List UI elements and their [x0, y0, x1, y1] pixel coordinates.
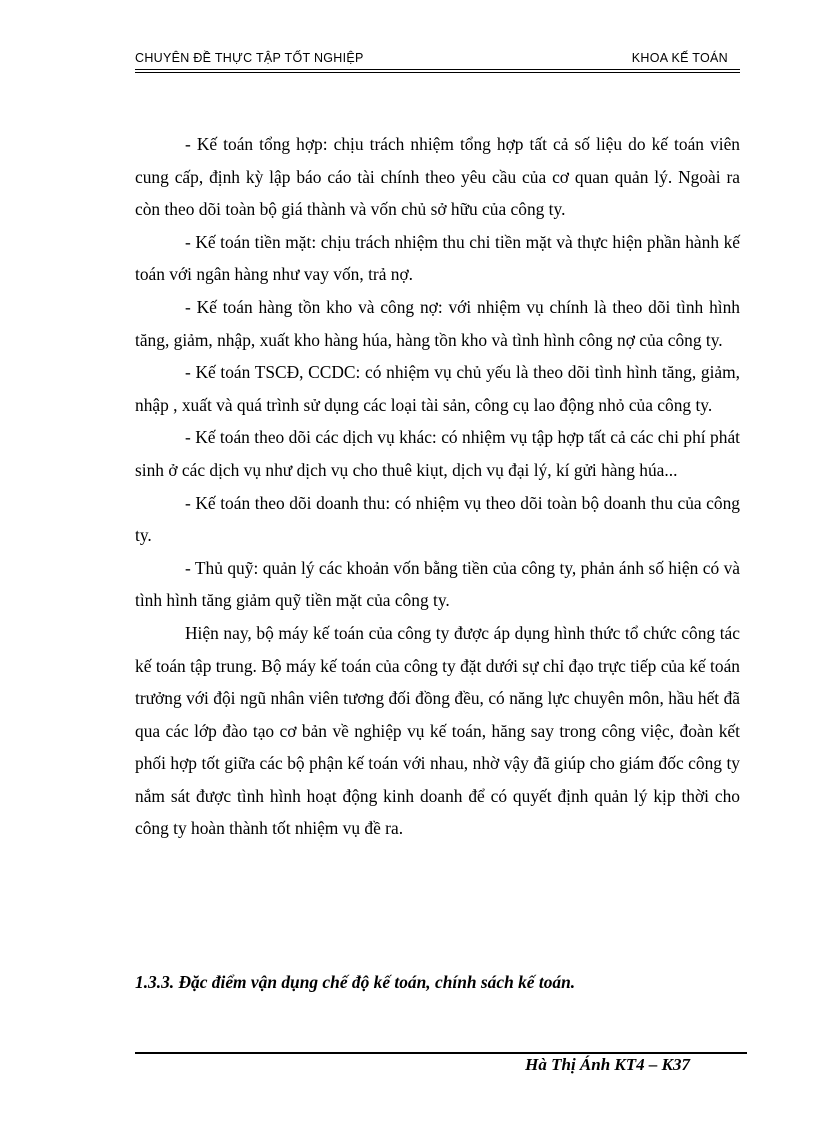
- paragraph-inventory-accountant: - Kế toán hàng tồn kho và công nợ: với nhiệm vụ chính là theo dõi tình hình tăng, giảm, nhập, xuất kho hàng húa, hàng tồn kho và tình hình công nợ của công ty.: [135, 296, 740, 350]
- section-heading: 1.3.3. Đặc điểm vận dụng chế độ kế toán, chính sách kế toán.: [135, 972, 576, 992]
- body-text: [135, 128, 740, 845]
- paragraph-other-services-accountant: - Kế toán theo dõi các dịch vụ khác: có nhiệm vụ tập hợp tất cả các chi phí phát sinh ở các dịch vụ như dịch vụ cho thuê kiụt, dịch vụ đại lý, kí gửi hàng húa...: [135, 427, 740, 480]
- paragraph-revenue-accountant: - Kế toán theo dõi doanh thu: có nhiệm vụ theo dõi toàn bộ doanh thu của công ty.: [135, 492, 740, 546]
- paragraph-treasurer: - Thủ quỹ: quản lý các khoản vốn bằng tiền của công ty, phản ánh số hiện có và tình hình tăng giảm quỹ tiền mặt của công ty.: [135, 557, 740, 611]
- footer-divider: [135, 1052, 747, 1054]
- paragraph-fixed-assets-accountant: - Kế toán TSCĐ, CCDC: có nhiệm vụ chủ yếu là theo dõi tình hình tăng, giảm, nhập , xuất và quá trình sử dụng các loại tài sản, công cụ lao động nhỏ của công ty.: [135, 362, 740, 415]
- page-header: [135, 49, 740, 70]
- header-department: KHOA KẾ TOÁN: [631, 51, 728, 65]
- footer-author: Hà Thị Ánh KT4 – K37: [525, 1055, 690, 1074]
- paragraph-cash-accountant: - Kế toán tiền mặt: chịu trách nhiệm thu chi tiền mặt và thực hiện phần hành kế toán với ngân hàng như vay vốn, trả nợ.: [135, 231, 740, 285]
- paragraph-general-accountant: - Kế toán tổng hợp: chịu trách nhiệm tổng hợp tất cả số liệu do kế toán viên cung cấp, định kỳ lập báo cáo tài chính theo yêu cầu của cơ quan quản lý. Ngoài ra còn theo dõi toàn bộ giá thành và vốn chủ sở hữu của công ty.: [135, 134, 740, 220]
- paragraph-organization-summary: Hiện nay, bộ máy kế toán của công ty được áp dụng hình thức tổ chức công tác kế toán tập trung. Bộ máy kế toán của công ty đặt dưới sự chỉ đạo trực tiếp của kế toán trưởng với đội ngũ nhân viên tương đối đồng đều, có năng lực chuyên môn, hầu hết đã qua các lớp đào tạo cơ bản về nghiệp vụ kế toán, hăng say trong công việc, đoàn kết phối hợp tốt giữa các bộ phận kế toán với nhau, nhờ vậy đã giúp cho giám đốc công ty nắm sát được tình hình hoạt động kinh doanh để có quyết định quản lý kịp thời cho công ty hoàn thành tốt nhiệm vụ đề ra.: [135, 622, 740, 839]
- header-title: CHUYÊN ĐỀ THỰC TẬP TỐT NGHIỆP: [135, 51, 364, 65]
